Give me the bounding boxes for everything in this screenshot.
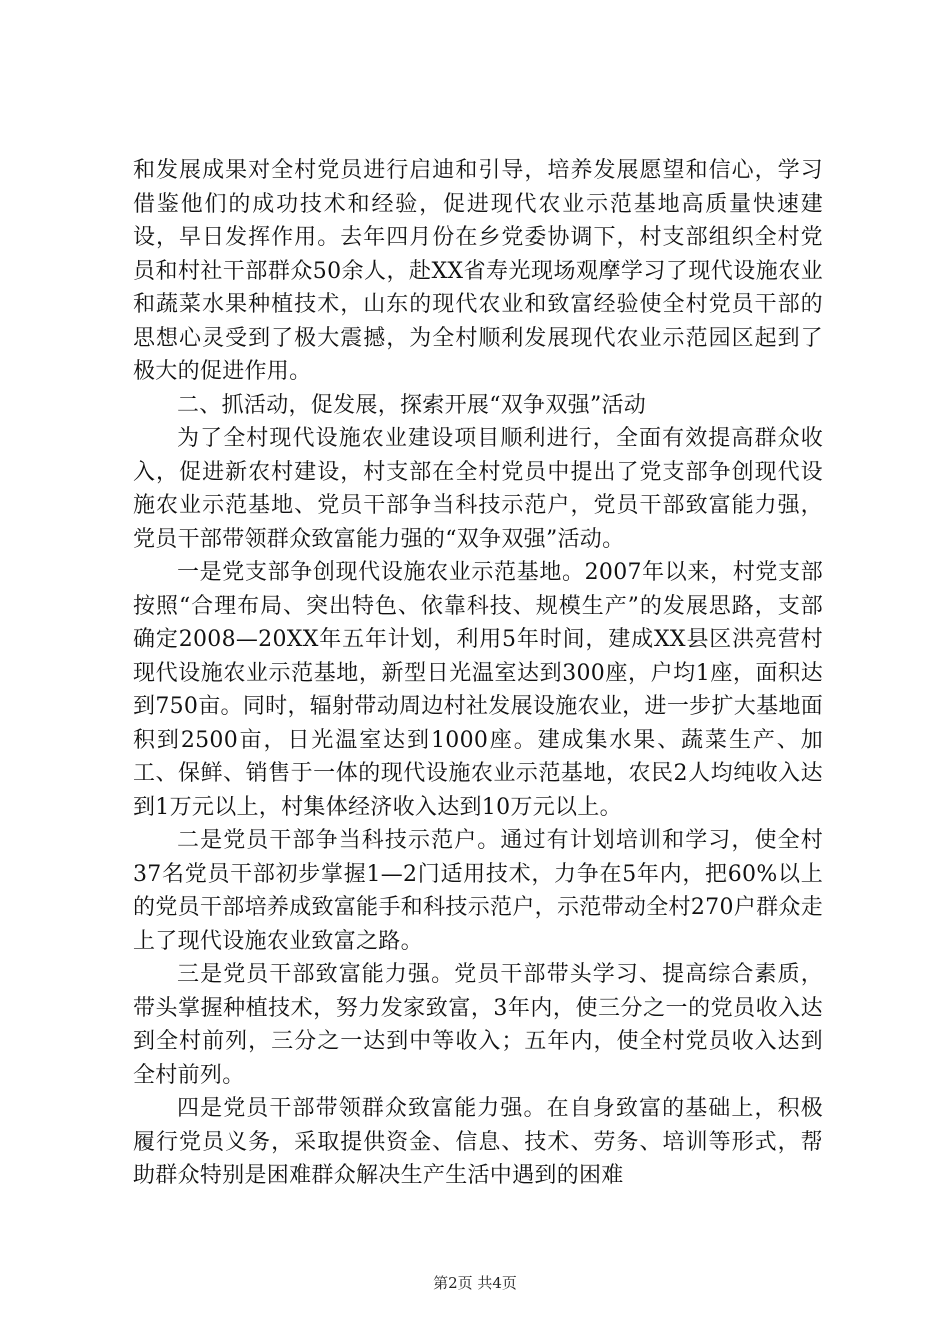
paragraph-item-1: 一是党支部争创现代设施农业示范基地。2007年以来，村党支部按照“合理布局、突出特色、依靠科技、规模生产”的发展思路，支部确定2008—20XX年五年计划，利用5年时间，建成XX县区洪亮营村现代设施农业示范基地，新型日光温室达到300座，户均1座，面积达到750亩。同时，辐射带动周边村社发展设施农业，进一步扩大基地面积到2500亩，日光温室达到1000座。建成集水果、蔬菜生产、加工、保鲜、销售于一体的现代设施农业示范基地，农民2人均纯收入达到1万元以上，村集体经济收入达到10万元以上。	[133, 560, 823, 820]
paragraph-intro: 为了全村现代设施农业建设项目顺利进行，全面有效提高群众收入，促进新农村建设，村支部在全村党员中提出了党支部争创现代设施农业示范基地、党员干部争当科技示范户，党员干部致富能力强，党员干部带领群众致富能力强的“双争双强”活动。	[133, 426, 823, 552]
page-footer	[0, 1272, 950, 1293]
paragraph-item-4: 四是党员干部带领群众致富能力强。在自身致富的基础上，积极履行党员义务，采取提供资金、信息、技术、劳务、培训等形式，帮助群众特别是困难群众解决生产生活中遇到的困难	[133, 1096, 823, 1188]
page-number-label: 第2页 共4页	[433, 1274, 517, 1292]
section-heading: 二、抓活动，促发展，探索开展“双争双强”活动	[177, 392, 647, 418]
paragraph-item-3: 三是党员干部致富能力强。党员干部带头学习、提高综合素质，带头掌握种植技术，努力发家致富，3年内，使三分之一的党员收入达到全村前列，三分之一达到中等收入；五年内，使全村党员收入达到全村前列。	[133, 962, 823, 1088]
paragraph-continuation: 和发展成果对全村党员进行启迪和引导，培养发展愿望和信心，学习借鉴他们的成功技术和经验，促进现代农业示范基地高质量快速建设，早日发挥作用。去年四月份在乡党委协调下，村支部组织全村党员和村社干部群众50余人，赴XX省寿光现场观摩学习了现代设施农业和蔬菜水果种植技术，山东的现代农业和致富经验使全村党员干部的思想心灵受到了极大震撼，为全村顺利发展现代农业示范园区起到了极大的促进作用。	[133, 158, 823, 384]
document-body	[133, 154, 823, 1193]
paragraph-item-2: 二是党员干部争当科技示范户。通过有计划培训和学习，使全村37名党员干部初步掌握1—2门适用技术，力争在5年内，把60%以上的党员干部培养成致富能手和科技示范户，示范带动全村270户群众走上了现代设施农业致富之路。	[133, 828, 823, 954]
